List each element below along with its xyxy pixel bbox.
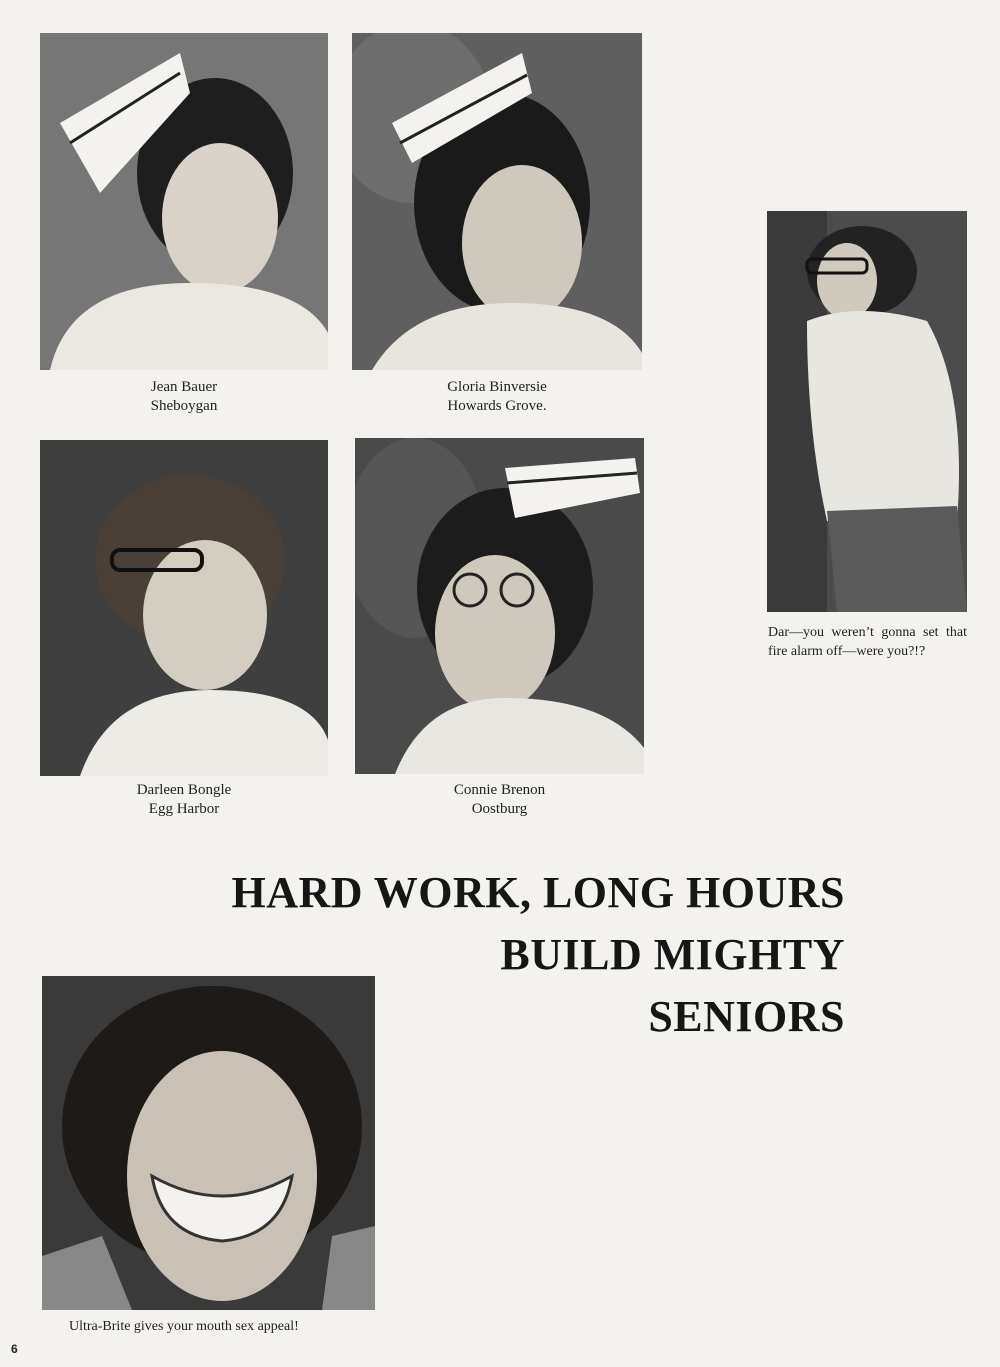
student-town: Sheboygan: [150, 398, 218, 414]
student-town: Egg Harbor: [148, 801, 220, 817]
student-name: Jean Bauer: [150, 379, 218, 395]
headline-line-2: BUILD MIGHTY: [500, 930, 845, 979]
portrait-photo-jean-bauer: [40, 33, 328, 370]
portrait-caption-jean-bauer: [40, 378, 328, 416]
student-name: Gloria Binversie: [447, 379, 547, 395]
student-name: Connie Brenon: [453, 782, 546, 798]
portrait-caption-darleen-bongle: [40, 781, 328, 819]
portrait-caption-gloria-binversie: [352, 378, 642, 416]
headline-line-3: SENIORS: [648, 992, 845, 1041]
page-number: 6: [11, 1342, 18, 1356]
portrait-photo-darleen-bongle: [40, 440, 328, 776]
portrait-photo-gloria-binversie: [352, 33, 642, 370]
portrait-photo-connie-brenon: [355, 438, 644, 774]
student-name: Darleen Bongle: [136, 782, 232, 798]
student-town: Oostburg: [471, 801, 528, 817]
headline-line-1: HARD WORK, LONG HOURS: [231, 868, 845, 917]
candid-photo-caption: Dar—you weren’t gonna set that fire alarm off—were you?!?: [768, 625, 967, 659]
candid-photo-fire-alarm: [767, 211, 967, 612]
student-town: Howards Grove.: [447, 398, 547, 414]
candid-photo-grimace: [42, 976, 375, 1310]
portrait-caption-connie-brenon: [355, 781, 644, 819]
grimace-photo-caption: Ultra-Brite gives your mouth sex appeal!: [69, 1319, 299, 1334]
